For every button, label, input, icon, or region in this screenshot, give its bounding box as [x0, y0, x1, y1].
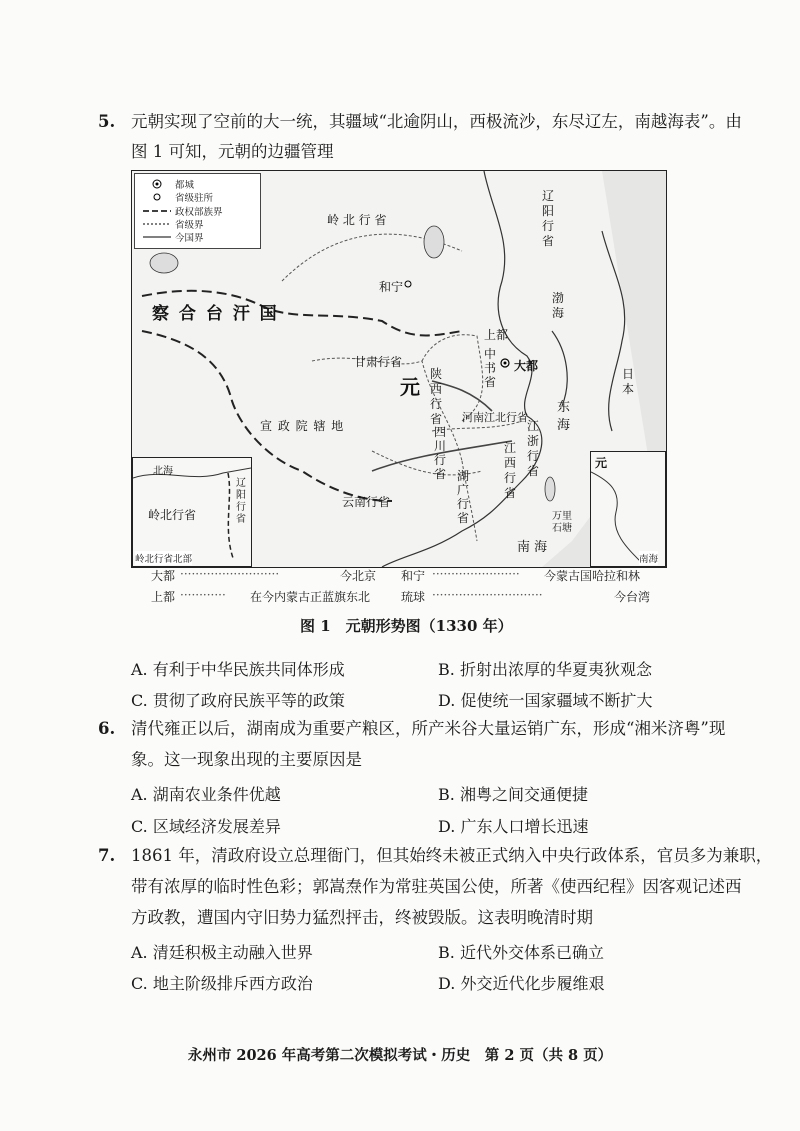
- label-jiangxi: 江 西 行 省: [504, 441, 517, 500]
- q7-option-a[interactable]: A. 清廷积极主动融入世界: [131, 943, 313, 962]
- mapping-dots: ·····························: [432, 588, 543, 602]
- label-shangdu: 上都: [484, 328, 509, 342]
- label-sichuan: 四 川 行 省: [434, 425, 447, 481]
- question-5-text-line2: 图 1 可知，元朝的边疆管理: [131, 142, 334, 161]
- mapping-shangdu-right: 在今内蒙古正蓝旗东北: [250, 590, 371, 604]
- label-huguang: 湖 广 行 省: [457, 469, 470, 525]
- question-7-text-line3: 方政教，遭国内守旧势力猛烈抨击，终被毁版。这表明晚清时期: [131, 908, 593, 927]
- inset-title-nanhai: 南海: [639, 551, 658, 565]
- mapping-hening-left: 和宁: [401, 569, 426, 583]
- question-6-text-line1: 清代雍正以后，湖南成为重要产粮区，所产米谷大量运销广东，形成“湘米济粤”现: [131, 719, 726, 738]
- label-gansu: 甘肃行省: [354, 355, 403, 369]
- inset-label-lingbei: 岭北行省: [148, 508, 197, 522]
- question-7-text-line2: 带有浓厚的临时性色彩；郭嵩焘作为常驻英国公使，所著《使西纪程》因客观记述西: [131, 877, 742, 896]
- label-riben: 日 本: [622, 367, 635, 396]
- question-5-number: 5.: [98, 112, 116, 131]
- question-7-number: 7.: [98, 846, 116, 865]
- q5-option-b[interactable]: B. 折射出浓厚的华夏夷狄观念: [438, 660, 652, 679]
- q5-option-d[interactable]: D. 促使统一国家疆域不断扩大: [438, 691, 653, 710]
- mapping-dadu-left: 大都: [151, 569, 176, 583]
- label-dadu: 大都: [514, 359, 539, 373]
- page-footer: 永州市 2026 年高考第二次模拟考试・历史 第 2 页（共 8 页）: [187, 1047, 613, 1064]
- inset-label-yuan: 元: [595, 456, 608, 470]
- mapping-hening-right: 今蒙古国哈拉和林: [544, 569, 641, 583]
- q6-option-d[interactable]: D. 广东人口增长迅速: [438, 817, 589, 836]
- label-chagatai: 察 合 台 汗 国: [152, 304, 279, 324]
- question-7-text-line1: 1861 年，清政府设立总理衙门，但其始终未被正式纳入中央行政体系，官员多为兼职，: [131, 846, 773, 865]
- q6-option-a[interactable]: A. 湖南农业条件优越: [131, 785, 281, 804]
- yuan-dynasty-map: [131, 170, 667, 568]
- q7-option-b[interactable]: B. 近代外交体系已确立: [438, 943, 604, 962]
- mapping-dots: ··························: [180, 567, 280, 581]
- label-yuan: 元: [400, 375, 420, 399]
- mapping-liuqiu-left: 琉球: [401, 590, 426, 604]
- q7-option-d[interactable]: D. 外交近代化步履维艰: [438, 974, 605, 993]
- q5-option-c[interactable]: C. 贯彻了政府民族平等的政策: [131, 691, 345, 710]
- label-jiangzhe: 江 浙 行 省: [527, 419, 540, 478]
- label-nanhai: 南 海: [517, 540, 548, 555]
- mapping-dadu-right: 今北京: [340, 569, 377, 583]
- question-5-text-line1: 元朝实现了空前的大一统，其疆域“北逾阴山，西极流沙，东尽辽左，南越海表”。由: [131, 112, 742, 131]
- map-caption: 图 1 元朝形势图（1330 年）: [300, 617, 513, 635]
- label-shaanxi: 陕 西 行 省: [430, 367, 443, 426]
- inset-label-liaoyang: 辽 阳 行 省: [236, 478, 246, 525]
- legend-province-seat: 省级驻所: [175, 193, 214, 204]
- q6-option-c[interactable]: C. 区域经济发展差异: [131, 817, 281, 836]
- label-donghai: 东 海: [557, 400, 571, 433]
- q7-option-c[interactable]: C. 地主阶级排斥西方政治: [131, 974, 313, 993]
- mapping-dots: ·······················: [432, 567, 520, 581]
- question-6-number: 6.: [98, 719, 116, 738]
- label-wanlishitang: 万里 石塘: [552, 511, 572, 534]
- inset-south-sea: [590, 451, 666, 567]
- legend-capital: 都城: [175, 180, 195, 191]
- inset-label-beihai: 北海: [153, 466, 173, 477]
- label-liaoyang: 辽 阳 行 省: [542, 189, 555, 248]
- inset-title-lingbei: 岭北行省北部: [135, 551, 192, 565]
- legend-regime-border: 政权部族界: [175, 207, 223, 218]
- label-zhongshu: 中 书 省: [484, 347, 497, 389]
- question-6-text-line2: 象。这一现象出现的主要原因是: [131, 750, 362, 769]
- label-henan: 河南江北行省: [462, 411, 528, 424]
- mapping-dots: ············: [180, 588, 226, 602]
- mapping-shangdu-left: 上都: [151, 590, 176, 604]
- mapping-liuqiu-right: 今台湾: [614, 590, 651, 604]
- legend-province-border: 省级界: [175, 220, 204, 231]
- map-legend: [134, 173, 261, 249]
- label-lingbei: 岭 北 行 省: [327, 213, 387, 227]
- inset-lingbei-north: [132, 457, 252, 567]
- label-yunnan: 云南行省: [342, 495, 391, 509]
- q5-option-a[interactable]: A. 有利于中华民族共同体形成: [131, 660, 345, 679]
- label-bohai: 渤 海: [552, 291, 565, 320]
- label-xuanzheng: 宣 政 院 辖 地: [260, 419, 345, 433]
- legend-national-border: 今国界: [175, 233, 204, 244]
- label-hening: 和宁: [379, 280, 404, 294]
- q6-option-b[interactable]: B. 湘粤之间交通便捷: [438, 785, 588, 804]
